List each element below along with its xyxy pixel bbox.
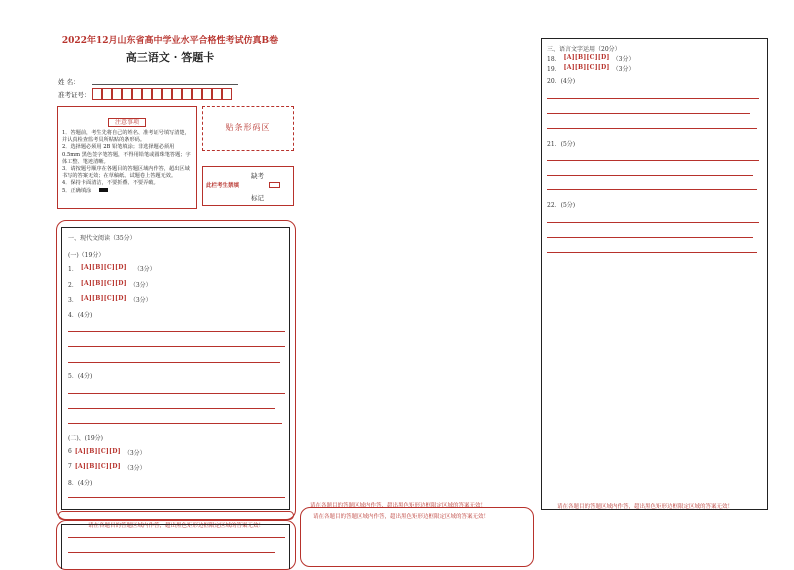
q2-score: （3分） [129,282,152,289]
q7-number: 7 [68,463,72,470]
absent-mark-box[interactable] [269,182,280,188]
answer-line[interactable] [547,222,759,223]
notice-item-1: 1．答题前，考生先将自己的姓名、准考证号填写清楚，并认真检查监考员所粘贴的条形码。 [62,130,190,144]
q1-options[interactable]: [A][B][C][D] [80,264,127,271]
q19-number: 19． [547,66,561,73]
id-digit-box[interactable] [172,88,182,100]
q22-label: 22．(5分) [547,202,576,209]
q6-number: 6 [68,448,72,455]
name-label: 姓 名： [58,78,80,86]
q3-options[interactable]: [A][B][C][D] [80,295,127,302]
middle-warning: 请在各题目的答题区域内作答，超出黑色矩形边框限定区域的答案无效！ [313,514,490,520]
absent-top-label: 缺考 [251,172,264,180]
middle-section-frame [300,507,534,567]
barcode-area [202,106,294,151]
section1-warning: 请在各题目的答题区域内作答，超出黑色矩形边框限定区域的答案无效！ [87,523,264,529]
q1-number: 1． [68,266,78,273]
absent-bottom-label: 标记 [251,194,264,202]
id-digit-box[interactable] [102,88,112,100]
q2-row [68,280,152,289]
section1-sub2: (二)、(19分) [68,435,103,442]
id-digit-box[interactable] [162,88,172,100]
id-digit-box[interactable] [182,88,192,100]
answer-line[interactable] [547,189,757,190]
id-digit-box[interactable] [152,88,162,100]
q18-row [547,54,635,63]
q19-score: （3分） [612,66,635,73]
q1-row [68,264,156,273]
q20-label: 20．(4分) [547,78,576,85]
id-digit-box[interactable] [202,88,212,100]
middle-warning-top: 请在各题目的答题区域内作答，超出黑色矩形边框限定区域的答案无效！ [310,503,487,509]
q18-score: （3分） [612,56,635,63]
next-section-answer-frame [61,524,290,569]
section1-warning-box [58,511,294,529]
id-digit-box[interactable] [112,88,122,100]
id-label: 准考证号： [58,91,91,99]
answer-line[interactable] [547,252,757,253]
q7-score: （3分） [123,465,146,472]
filled-mark-sample [99,188,108,192]
notice-item-2: 2．选择题必须用 2B 铅笔填涂；非选择题必须用 0.5mm 黑色签字笔答题，不得用铅笔或圆珠笔答题；字体工整、笔迹清晰。 [62,144,191,165]
q19-row [547,64,635,73]
id-digit-box[interactable] [212,88,222,100]
notice-item-4: 4．保持卡面清洁，不要折叠、不要弄破。 [62,180,159,187]
answer-line[interactable] [68,393,285,394]
q2-number: 2． [68,282,78,289]
answer-line[interactable] [68,408,275,409]
q4-label: 4．(4分) [68,312,93,319]
q3-row [68,295,152,304]
name-field[interactable] [92,84,238,85]
notice-item-3: 3．请按题号顺序在各题目的答题区域内作答，超出区域书写的答案无效；在草稿纸、试题卷上答题无效。 [62,166,190,180]
id-digit-box[interactable] [92,88,102,100]
answer-line[interactable] [68,346,285,347]
notice-item-5 [62,188,192,195]
notice-heading: 注意事项 [108,118,146,127]
q3-number: 3． [68,297,78,304]
section3-heading: 三、语言文字运用（20分） [547,46,621,53]
answer-line[interactable] [547,98,759,99]
q18-number: 18． [547,56,561,63]
q6-score: （3分） [123,450,146,457]
answer-line[interactable] [68,537,285,538]
answer-line[interactable] [547,128,757,129]
answer-line[interactable] [68,552,275,553]
id-digit-box[interactable] [142,88,152,100]
answer-line[interactable] [547,237,753,238]
q6-row [68,448,146,457]
card-subtitle: 高三语文 · 答题卡 [125,51,215,64]
q7-options[interactable]: [A][B][C][D] [74,463,121,470]
q2-options[interactable]: [A][B][C][D] [80,280,127,287]
answer-line[interactable] [68,362,280,363]
q5-label: 5．(4分) [68,373,93,380]
notice-box [57,106,197,209]
answer-line[interactable] [68,331,285,332]
answer-line[interactable] [547,175,753,176]
q18-options[interactable]: [A][B][C][D] [563,54,610,61]
q8-label: 8．(4分) [68,480,93,487]
answer-line[interactable] [68,497,285,498]
answer-line[interactable] [547,160,759,161]
q1-score: （3分） [133,266,156,273]
absent-box [202,166,294,206]
answer-line[interactable] [547,113,750,114]
q6-options[interactable]: [A][B][C][D] [74,448,121,455]
section3-answer-frame [541,38,768,510]
id-digit-box[interactable] [192,88,202,100]
q21-label: 21．(5分) [547,141,576,148]
id-digit-box[interactable] [132,88,142,100]
q19-options[interactable]: [A][B][C][D] [563,64,610,71]
id-digit-box[interactable] [122,88,132,100]
notice-item-5-text: 5．正确填涂 [62,187,92,194]
section1-heading: 一、现代文阅读（35分） [68,235,136,242]
exam-title: 2022年12月山东省高中学业水平合格性考试仿真B卷 [61,36,279,46]
section1-sub1: (一)（19分） [68,252,105,259]
id-digit-box[interactable] [222,88,232,100]
id-boxes[interactable] [92,88,232,100]
answer-line[interactable] [68,423,282,424]
section3-warning: 请在各题目的答题区域内作答，超出黑色矩形边框限定区域的答案无效！ [557,504,734,510]
q7-row [68,463,146,472]
barcode-label: 贴条形码区 [225,123,271,132]
q3-score: （3分） [129,297,152,304]
absent-forbid-label: 此栏考生禁填 [206,183,240,189]
